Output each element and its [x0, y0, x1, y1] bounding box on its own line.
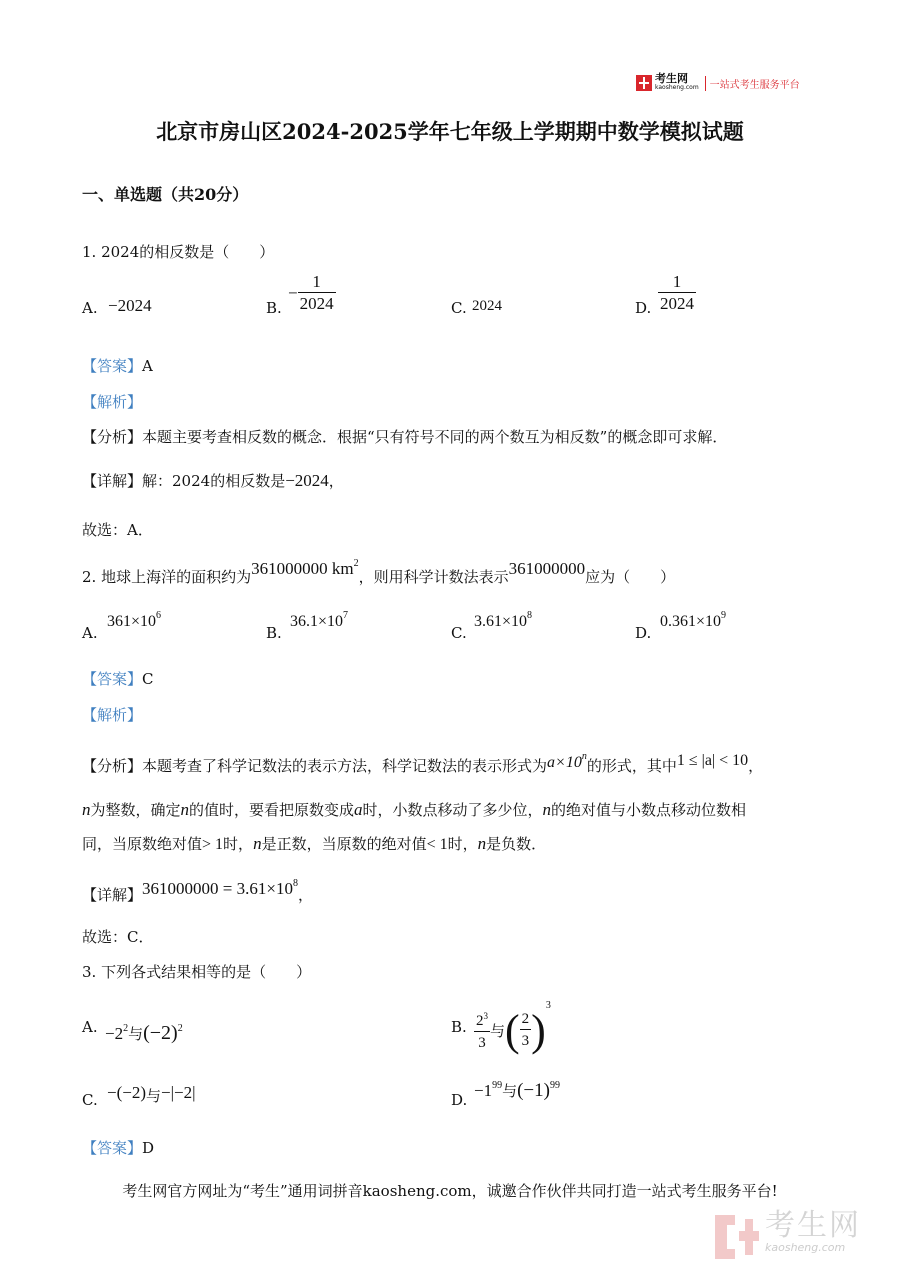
q1-b-den: 2024: [299, 294, 334, 313]
watermark: [715, 1208, 861, 1259]
q2-an-math2: 1 ≤ |a| < 10: [676, 752, 749, 769]
q3-option-c-label: C.: [82, 1091, 98, 1109]
q2-analysis-line1: 【分析】本题考查了科学记数法的表示方法，科学记数法的表示形式为$a\times 10^n$的形式，其中1 ≤ |a| < 10，: [82, 751, 764, 775]
q2-detail: 【详解】$361000000 = 3.61\times 10^8$，: [82, 878, 313, 904]
q3-b-frac1: $\frac{2^3}{3}$: [476, 1011, 488, 1052]
header-logo: [636, 74, 800, 92]
watermark-logo-icon: [715, 1215, 759, 1259]
q1-option-d: [658, 272, 696, 315]
q2-option-a-label: A.: [82, 624, 98, 642]
q1-analysis-text: 本题主要考查相反数的概念．根据“只有符号不同的两个数互为相反数”的概念即可求解．: [142, 428, 728, 446]
q3-option-b-label: B.: [451, 1018, 467, 1036]
q1-d-num: 1: [672, 272, 682, 291]
q1-detail-text: 解：2024的相反数是: [142, 472, 286, 490]
page-title: 北京市房山区2024-2025学年七年级上学期期中数学模拟试题: [156, 119, 744, 144]
q1-stem: 1. 2024的相反数是（ ）: [82, 243, 275, 261]
answer-tag: 【答案】: [82, 1139, 143, 1157]
q3-option-d-label: D.: [451, 1091, 468, 1109]
q2-an-math1: $a\times 10^n$: [547, 751, 587, 771]
q2-analysis-tag: 【解析】: [82, 706, 143, 724]
q1-option-c: 2024: [472, 298, 502, 314]
q1-option-b-fraction: [298, 272, 336, 315]
logo-slogan: 一站式考生服务平台: [705, 76, 800, 91]
answer-tag: 【答案】: [82, 670, 143, 688]
q1-analysis-tag: 【解析】: [82, 393, 143, 411]
q3-option-d: $-1^{99}$与$(-1)^{99}$: [474, 1080, 560, 1101]
q3-option-a: $-2^2$与$(-2)^2$: [105, 1022, 183, 1044]
q1-option-d-fraction: [658, 272, 696, 315]
q1-detail: [82, 470, 344, 491]
q2-option-d: $0.361\times 10^9$: [660, 610, 727, 630]
q1-detail-post: ，: [328, 472, 344, 490]
q1-choose: 故选：A．: [82, 521, 153, 539]
footer-text: 考生网官方网址为“考生”通用词拼音kaosheng.com，诚邀合作伙伴共同打造一站式考生服务平台!: [122, 1182, 778, 1200]
q2-choose: 故选：C．: [82, 928, 154, 946]
q2-analysis-line2: n为整数，确定n的值时，要看把原数变成a时，小数点移动了多少位，n的绝对值与小数点移动位数相: [82, 800, 747, 819]
q2-option-b: $36.1\times 10^7$: [290, 610, 349, 630]
q2-stem-math2: 361000000: [508, 559, 586, 578]
q2-stem-pre: 2. 地球上海洋的面积约为: [82, 568, 252, 586]
q2-stem-math1: 361000000 $km^2$: [251, 558, 359, 578]
q2-option-a: $361\times 10^6$: [107, 610, 162, 630]
fenxi-tag: 【分析】: [82, 428, 143, 446]
q1-answer-value: A: [142, 357, 153, 375]
q2-answer: [82, 668, 154, 689]
q3-option-a-label: A.: [82, 1018, 98, 1036]
q3-option-b: $\frac{2^3}{3}$ 与( $\frac{2}{3}$ )$^3$: [476, 1000, 551, 1055]
answer-tag: 【答案】: [82, 357, 143, 375]
q3-b-frac2: $\frac{2}{3}$: [521, 1010, 530, 1049]
q3-option-c: −(−2)与−|−2|: [107, 1083, 196, 1105]
q2-option-c: $3.61\times 10^8$: [474, 610, 533, 630]
q1-option-b: [288, 272, 336, 315]
xiangjie-tag: 【详解】: [82, 472, 143, 490]
q2-option-b-label: B.: [266, 624, 282, 642]
watermark-text: 考生网: [765, 1208, 861, 1243]
q1-option-a-label: A.: [82, 299, 98, 317]
q2-answer-value: C: [142, 670, 154, 688]
q1-b-num: 1: [312, 272, 321, 291]
q3-stem: 3. 下列各式结果相等的是（ ）: [82, 963, 312, 981]
q1-d-den: 2024: [660, 294, 694, 313]
fenxi-tag: 【分析】: [82, 757, 143, 775]
xiangjie-tag: 【详解】: [82, 886, 143, 904]
logo-mark-icon: [636, 75, 652, 91]
logo-text: 考生网: [655, 72, 688, 85]
q2-detail-math: $361000000 = 3.61\times 10^8$: [142, 878, 298, 898]
q1-answer: [82, 355, 153, 376]
watermark-sub: kaosheng.com: [765, 1241, 846, 1254]
q1-option-c-label: C.: [451, 299, 467, 317]
q1-analysis: [82, 426, 727, 447]
q2-stem-mid: ，则用科学计数法表示: [358, 568, 509, 586]
q3-answer-value: D: [142, 1139, 155, 1157]
q1-option-d-label: D.: [635, 299, 652, 317]
q1-detail-math: −2024: [285, 471, 329, 490]
q1-option-b-sign: −: [288, 283, 298, 303]
q2-option-d-label: D.: [635, 624, 652, 642]
q2-stem-post: 应为（ ）: [585, 568, 676, 586]
q2-stem: [82, 558, 675, 587]
q2-analysis-line3: 同，当原数绝对值> 1时，n是正数，当原数的绝对值< 1时，n是负数．: [82, 834, 547, 853]
q2-option-c-label: C.: [451, 624, 467, 642]
q1-option-a: −2024: [108, 296, 152, 315]
logo-sub: kaosheng.com: [655, 84, 699, 91]
section-heading: 一、单选题（共20分）: [82, 185, 249, 204]
q1-option-b-label: B.: [266, 299, 282, 317]
q3-answer: [82, 1137, 154, 1158]
